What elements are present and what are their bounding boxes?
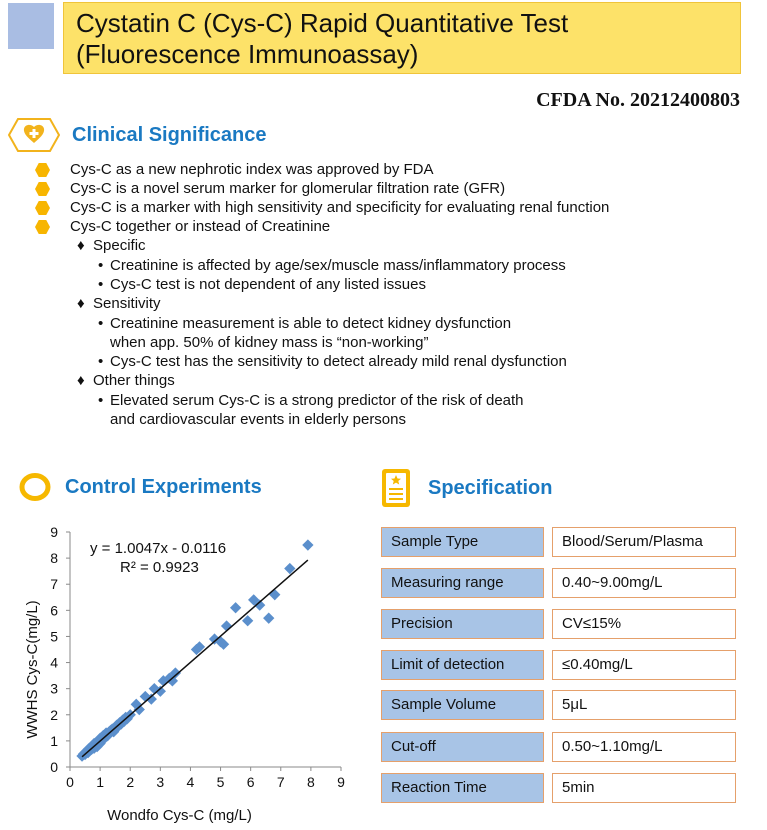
spec-value: Blood/Serum/Plasma <box>552 527 736 557</box>
y-tick-label: 0 <box>50 759 58 775</box>
spec-label: Cut-off <box>381 732 544 762</box>
x-tick-label: 8 <box>306 774 315 790</box>
y-tick-label: 7 <box>50 576 58 593</box>
r-squared-label: R² = 0.9923 <box>120 559 199 576</box>
y-tick-label: 5 <box>50 628 58 645</box>
dot-bullet-icon: • <box>98 276 104 293</box>
y-tick-label: 1 <box>50 732 58 749</box>
x-tick-label: 3 <box>156 774 165 790</box>
spec-value: CV≤15% <box>552 609 736 639</box>
spec-label: Sample Volume <box>381 690 544 720</box>
hexagon-bullet-icon <box>35 182 50 196</box>
data-point <box>263 613 274 624</box>
sub-heading-other: Other things <box>93 372 175 389</box>
cfda-number: CFDA No. 20212400803 <box>536 89 740 111</box>
y-tick-label: 9 <box>50 524 58 540</box>
x-tick-label: 4 <box>186 774 195 790</box>
data-point <box>269 589 280 600</box>
y-tick-label: 2 <box>50 706 58 723</box>
spec-value: 5min <box>552 773 736 803</box>
sub-item-text: Cys-C test is not dependent of any listed issues <box>110 276 426 293</box>
sub-item-text: Cys-C test has the sensitivity to detect already mild renal dysfunction <box>110 353 567 370</box>
bullet-text: Cys-C together or instead of Creatinine <box>70 218 331 235</box>
data-point <box>230 602 241 613</box>
ring-icon <box>19 472 51 502</box>
specification-title: Specification <box>428 477 553 499</box>
spec-value: 0.50~1.10mg/L <box>552 732 736 762</box>
spec-label: Sample Type <box>381 527 544 557</box>
page-title-line-1: Cystatin C (Cys-C) Rapid Quantitative Test <box>76 8 569 38</box>
regression-equation: y = 1.0047x - 0.0116 <box>90 540 227 557</box>
spec-label: Measuring range <box>381 568 544 598</box>
x-tick-label: 0 <box>66 774 74 790</box>
title-accent-block <box>8 3 54 49</box>
page-title-line-2: (Fluorescence Immunoassay) <box>76 39 419 69</box>
control-experiments-title: Control Experiments <box>65 476 262 498</box>
x-tick-label: 6 <box>246 774 255 790</box>
page-title <box>76 8 568 70</box>
spec-label: Reaction Time <box>381 773 544 803</box>
y-axis-label: WWHS Cys-C(mg/L) <box>24 600 41 739</box>
certificate-icon <box>381 468 411 508</box>
spec-label: Limit of detection <box>381 650 544 680</box>
x-tick-label: 9 <box>337 774 345 790</box>
y-tick-label: 3 <box>50 680 58 697</box>
dot-bullet-icon: • <box>98 353 104 370</box>
spec-value: 5μL <box>552 690 736 720</box>
title-banner <box>63 2 741 74</box>
y-tick-label: 6 <box>50 602 58 619</box>
dot-bullet-icon: • <box>98 257 104 274</box>
x-axis-label: Wondfo Cys-C (mg/L) <box>107 807 252 824</box>
diamond-bullet-icon: ♦ <box>77 237 85 254</box>
spec-value: 0.40~9.00mg/L <box>552 568 736 598</box>
sub-item-text: and cardiovascular events in elderly persons <box>110 411 406 428</box>
bullet-text: Cys-C is a novel serum marker for glomerular filtration rate (GFR) <box>70 180 506 197</box>
bullet-text: Cys-C is a marker with high sensitivity and specificity for evaluating renal function <box>70 199 610 216</box>
hexagon-bullet-icon <box>35 163 50 177</box>
x-tick-label: 5 <box>216 774 225 790</box>
list-item <box>35 179 735 198</box>
diamond-bullet-icon: ♦ <box>77 295 85 312</box>
medical-cross-icon <box>8 117 60 153</box>
spec-value: ≤0.40mg/L <box>552 650 736 680</box>
dot-bullet-icon: • <box>98 392 104 409</box>
sub-heading-specific: Specific <box>93 237 146 254</box>
list-item <box>35 160 735 179</box>
spec-label: Precision <box>381 609 544 639</box>
sub-item-text: Creatinine is affected by age/sex/muscle mass/inflammatory process <box>110 257 566 274</box>
x-tick-label: 7 <box>276 774 285 790</box>
list-item <box>35 198 735 217</box>
scatter-chart <box>20 520 360 825</box>
dot-bullet-icon: • <box>98 315 104 332</box>
y-tick-label: 8 <box>50 550 58 567</box>
y-tick-label: 4 <box>50 654 58 671</box>
data-point <box>302 539 313 550</box>
hexagon-bullet-icon <box>35 201 50 215</box>
trend-line <box>82 560 308 757</box>
sub-item-text: Creatinine measurement is able to detect kidney dysfunction <box>110 315 512 332</box>
x-tick-label: 1 <box>96 774 105 790</box>
sub-item-text: when app. 50% of kidney mass is “non-working” <box>110 334 429 351</box>
sub-heading-sensitivity: Sensitivity <box>93 295 161 312</box>
clinical-significance-title: Clinical Significance <box>72 124 267 146</box>
diamond-bullet-icon: ♦ <box>77 372 85 389</box>
x-tick-label: 2 <box>126 774 135 790</box>
list-item <box>35 217 735 236</box>
sub-item-text: Elevated serum Cys-C is a strong predictor of the risk of death <box>110 392 524 409</box>
bullet-text: Cys-C as a new nephrotic index was approved by FDA <box>70 161 434 178</box>
hexagon-bullet-icon <box>35 220 50 234</box>
